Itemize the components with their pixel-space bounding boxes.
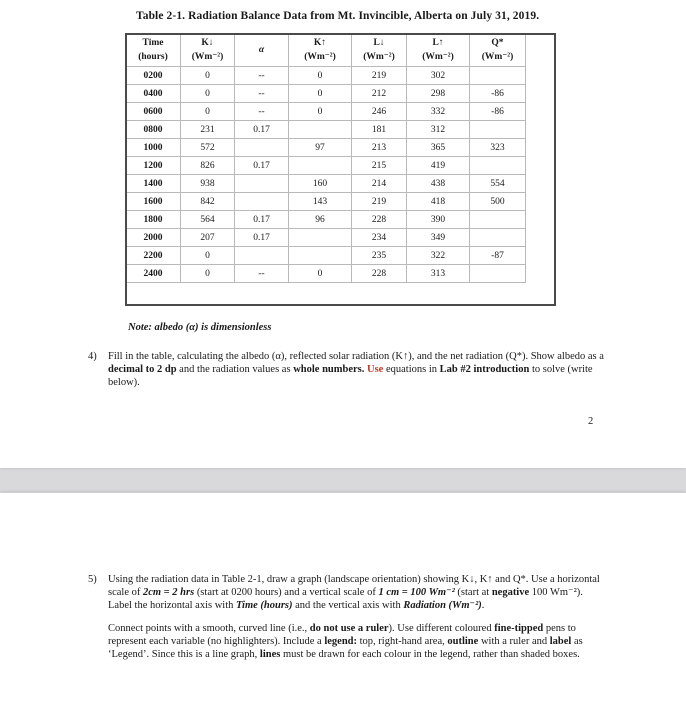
- table-cell: 365: [407, 139, 470, 157]
- table-cell: 349: [407, 229, 470, 247]
- table-cell: 228: [352, 265, 407, 283]
- table-cell: 212: [352, 85, 407, 103]
- table-cell: 2400: [126, 265, 181, 283]
- table-cell: 231: [181, 121, 235, 139]
- table-cell: -86: [470, 85, 526, 103]
- text-run: ). Use different coloured: [388, 623, 495, 634]
- table-cell: 842: [181, 193, 235, 211]
- table-row: [126, 265, 526, 283]
- table-cell: 219: [352, 193, 407, 211]
- table-cell: -87: [470, 247, 526, 265]
- header-k-up: [289, 34, 352, 67]
- table-cell: 0: [181, 247, 235, 265]
- question-4: [88, 350, 608, 389]
- text-run-bold: fine-tipped: [494, 623, 544, 634]
- table-cell: [235, 139, 289, 157]
- table-cell: 554: [470, 175, 526, 193]
- table-cell: 322: [407, 247, 470, 265]
- text-run: with a ruler and: [478, 636, 550, 647]
- text-run: Fill in the table, calculating the albedo (α), reflected solar radiation (K↑), and the net radiation (Q*). Show albedo as a: [108, 351, 604, 362]
- table-cell: 418: [407, 193, 470, 211]
- header-unit: (Wm⁻²): [191, 52, 224, 62]
- table-cell: 0: [289, 85, 352, 103]
- table-cell: 2000: [126, 229, 181, 247]
- table-cell: 0: [181, 103, 235, 121]
- table-cell: 826: [181, 157, 235, 175]
- text-run-highlight: Use: [367, 364, 384, 375]
- table-cell: 1800: [126, 211, 181, 229]
- table-cell: 96: [289, 211, 352, 229]
- table-cell: 0.17: [235, 157, 289, 175]
- table-cell: 207: [181, 229, 235, 247]
- table-cell: 323: [470, 139, 526, 157]
- text-run-bold-italic: 1 cm = 100 Wm⁻²: [378, 587, 455, 598]
- table-cell: [235, 175, 289, 193]
- table-cell: 564: [181, 211, 235, 229]
- table-cell: 0: [289, 265, 352, 283]
- table-cell: --: [235, 103, 289, 121]
- header-label: Q*: [491, 38, 504, 48]
- question-number: 4): [88, 351, 97, 362]
- header-unit: (Wm⁻²): [422, 52, 454, 62]
- table-cell: 0: [289, 103, 352, 121]
- table-cell: 312: [407, 121, 470, 139]
- table-row: [126, 247, 526, 265]
- text-run: must be drawn for each colour in the legend, rather than shaded boxes.: [280, 649, 580, 660]
- table-cell: 1200: [126, 157, 181, 175]
- text-run-bold: decimal to 2 dp: [108, 364, 177, 375]
- table-cell: 500: [470, 193, 526, 211]
- table-cell: 1600: [126, 193, 181, 211]
- text-run: to solve (write below).: [108, 364, 593, 388]
- table-cell: [235, 193, 289, 211]
- table-cell: 419: [407, 157, 470, 175]
- text-run: top, right-hand area,: [357, 636, 448, 647]
- table-cell: 181: [352, 121, 407, 139]
- table-cell: [289, 121, 352, 139]
- table-cell: [289, 157, 352, 175]
- table-row: [126, 85, 526, 103]
- table-cell: 0.17: [235, 121, 289, 139]
- table-row: [126, 157, 526, 175]
- text-run: .: [481, 600, 485, 611]
- question-number: 5): [88, 574, 97, 585]
- question-text: [108, 350, 608, 389]
- table-cell: [470, 265, 526, 283]
- table-cell: --: [235, 85, 289, 103]
- text-run: pens to represent each variable (no highlighters). Include a: [108, 623, 576, 647]
- table-cell: --: [235, 67, 289, 85]
- text-run-bold: outline: [447, 636, 479, 647]
- text-run-bold: label: [549, 636, 572, 647]
- table-cell: [470, 67, 526, 85]
- question-5: [88, 573, 608, 671]
- table-cell: 246: [352, 103, 407, 121]
- table-cell: 0: [181, 265, 235, 283]
- table-cell: 97: [289, 139, 352, 157]
- albedo-note: Note: albedo (α) is dimensionless: [128, 322, 272, 333]
- table-cell: 313: [407, 265, 470, 283]
- table-cell: 0600: [126, 103, 181, 121]
- table-row: [126, 211, 526, 229]
- header-k-down: [181, 34, 235, 67]
- table-cell: 0400: [126, 85, 181, 103]
- table-cell: 235: [352, 247, 407, 265]
- table-cell: 143: [289, 193, 352, 211]
- text-run: Connect points with a smooth, curved line (i.e.,: [108, 623, 310, 634]
- text-run: and the radiation values as: [176, 364, 294, 375]
- text-run: equations in: [383, 364, 440, 375]
- header-albedo: [235, 34, 289, 67]
- text-run-bold: whole numbers.: [293, 364, 365, 375]
- header-unit: (hours): [138, 52, 168, 62]
- text-run: and the vertical axis with: [292, 600, 404, 611]
- text-run-bold: Lab #2 introduction: [439, 364, 530, 375]
- header-label: K↓: [201, 38, 214, 48]
- table-header-row: [126, 34, 526, 67]
- table-cell: [470, 157, 526, 175]
- table-cell: 298: [407, 85, 470, 103]
- table-cell: 1000: [126, 139, 181, 157]
- header-l-down: [352, 34, 407, 67]
- header-label: Time: [142, 38, 164, 48]
- text-run: as ‘Legend’. Since this is a line graph,: [108, 636, 583, 660]
- header-l-up: [407, 34, 470, 67]
- table-cell: --: [235, 265, 289, 283]
- table-cell: 0800: [126, 121, 181, 139]
- table-row: [126, 175, 526, 193]
- table-cell: 0: [181, 67, 235, 85]
- table-row: [126, 103, 526, 121]
- table-row: [126, 121, 526, 139]
- text-run: 100 Wm⁻²). Label the horizontal axis with: [108, 587, 583, 611]
- table-cell: 390: [407, 211, 470, 229]
- table-cell: 213: [352, 139, 407, 157]
- header-label: α: [258, 45, 265, 55]
- header-label: L↓: [373, 38, 385, 48]
- table-cell: [470, 211, 526, 229]
- table-cell: 1400: [126, 175, 181, 193]
- table-cell: -86: [470, 103, 526, 121]
- table-cell: 215: [352, 157, 407, 175]
- paragraph-1: [108, 573, 608, 612]
- page-2: [0, 492, 686, 701]
- header-unit: (Wm⁻²): [304, 52, 336, 62]
- text-run-bold-italic: 2cm = 2 hrs: [142, 587, 195, 598]
- table-cell: [289, 229, 352, 247]
- table-cell: 332: [407, 103, 470, 121]
- table-cell: 0200: [126, 67, 181, 85]
- table-row: [126, 139, 526, 157]
- text-run: Using the radiation data in Table 2-1, draw a graph (landscape orientation) showing K↓, K↑ and Q*. Use a horizontal scale of: [108, 574, 600, 598]
- table-row: [126, 229, 526, 247]
- text-run-bold: negative: [491, 587, 530, 598]
- table-cell: [235, 247, 289, 265]
- page-number: 2: [588, 416, 594, 427]
- text-run-bold-italic: Radiation (Wm⁻²): [403, 600, 482, 611]
- table-cell: 302: [407, 67, 470, 85]
- text-run-bold-italic: Time (hours): [236, 600, 293, 611]
- header-label: L↑: [432, 38, 444, 48]
- table-title: Table 2-1. Radiation Balance Data from Mt. Invincible, Alberta on July 31, 2019.: [136, 10, 540, 22]
- table-row: [126, 67, 526, 85]
- question-text: [108, 573, 608, 661]
- text-run: (start at: [454, 587, 492, 598]
- text-run-bold: do not use a ruler: [309, 623, 389, 634]
- paragraph-2: [108, 622, 608, 661]
- header-unit: (Wm⁻²): [481, 52, 514, 62]
- header-q-star: [470, 34, 526, 67]
- table-cell: 0: [289, 67, 352, 85]
- table-cell: 0.17: [235, 211, 289, 229]
- table-cell: 219: [352, 67, 407, 85]
- table-cell: 214: [352, 175, 407, 193]
- table-cell: 572: [181, 139, 235, 157]
- table-cell: 0: [181, 85, 235, 103]
- table-cell: 2200: [126, 247, 181, 265]
- table-cell: [470, 229, 526, 247]
- table-cell: 438: [407, 175, 470, 193]
- table-cell: [289, 247, 352, 265]
- table-row: [126, 193, 526, 211]
- text-run-bold: legend:: [324, 636, 357, 647]
- table-cell: 234: [352, 229, 407, 247]
- header-time: [126, 34, 181, 67]
- text-run: (start at 0200 hours) and a vertical scale of: [194, 587, 379, 598]
- table-cell: 228: [352, 211, 407, 229]
- text-run-bold: lines: [259, 649, 281, 660]
- table-cell: 160: [289, 175, 352, 193]
- header-label: K↑: [313, 38, 327, 48]
- header-unit: (Wm⁻²): [363, 52, 395, 62]
- table-cell: [470, 121, 526, 139]
- table-cell: 0.17: [235, 229, 289, 247]
- table-cell: 938: [181, 175, 235, 193]
- radiation-balance-table: [125, 33, 526, 283]
